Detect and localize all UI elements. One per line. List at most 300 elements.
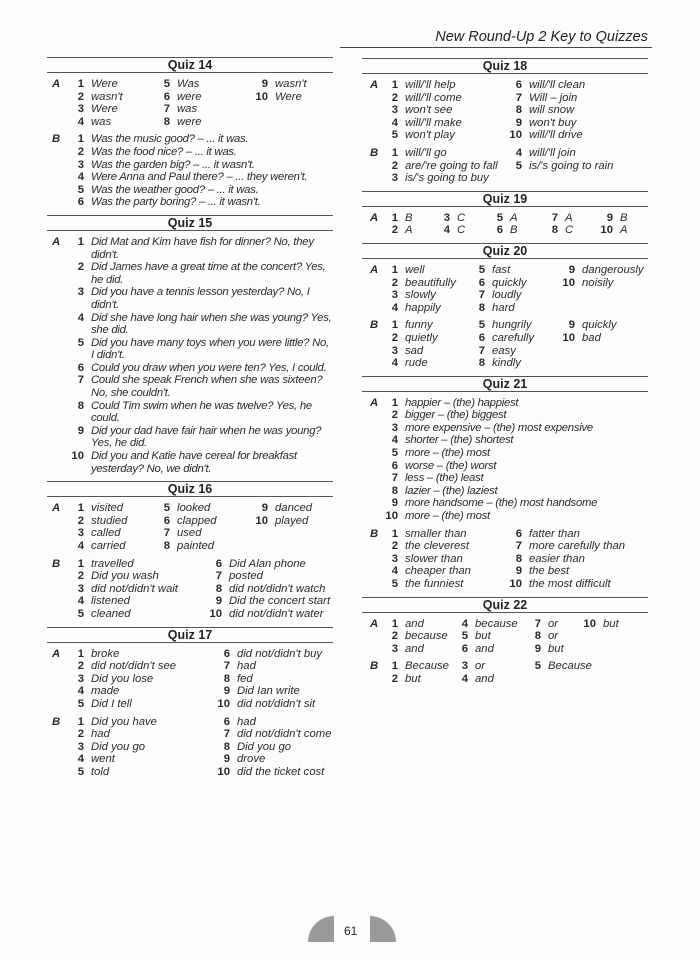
answer-number: 7 bbox=[551, 211, 558, 224]
answer-text: noisily bbox=[582, 276, 614, 289]
answer-number: 4 bbox=[391, 434, 398, 447]
part-letter bbox=[47, 570, 69, 583]
answer-number: 1 bbox=[77, 502, 84, 515]
answer-text: the best bbox=[529, 565, 570, 578]
answer-number: 1 bbox=[77, 557, 84, 570]
answer-text: happily bbox=[405, 301, 441, 314]
part-letter bbox=[362, 302, 386, 315]
quiz-title: Quiz 20 bbox=[362, 243, 648, 259]
answer-part bbox=[362, 618, 648, 656]
answer-number: 6 bbox=[515, 527, 522, 540]
answer-number: 4 bbox=[77, 171, 84, 184]
answer-number: 9 bbox=[568, 263, 575, 276]
answer-row bbox=[362, 79, 648, 92]
answer-row bbox=[362, 277, 648, 290]
answer-text: but bbox=[603, 617, 619, 630]
answer-text: more – (the) most bbox=[405, 510, 490, 523]
answer-text: is/'s going to buy bbox=[405, 172, 489, 185]
answer-number: 6 bbox=[478, 276, 485, 289]
answer-number: 1 bbox=[391, 527, 398, 540]
part-letter: B bbox=[52, 557, 61, 570]
part-letter bbox=[362, 434, 386, 447]
answer-text: did not/didn't sit bbox=[237, 697, 316, 710]
answer-number: 10 bbox=[71, 450, 84, 463]
part-letter bbox=[362, 172, 386, 185]
answer-text: was bbox=[177, 103, 198, 116]
answer-text: did the ticket cost bbox=[237, 765, 325, 778]
answer-row bbox=[47, 146, 333, 159]
quiz-section bbox=[362, 58, 648, 185]
answer-row bbox=[47, 570, 333, 583]
part-letter bbox=[362, 497, 386, 510]
answer-text: travelled bbox=[91, 557, 134, 570]
answer-part bbox=[47, 648, 333, 711]
part-letter bbox=[47, 116, 69, 129]
answer-row bbox=[362, 553, 648, 566]
answer-number: 7 bbox=[223, 660, 230, 673]
answer-row bbox=[47, 286, 333, 311]
part-letter: A bbox=[52, 235, 61, 248]
answer-row bbox=[362, 528, 648, 541]
answer-text: carefully bbox=[492, 331, 535, 344]
part-letter bbox=[362, 289, 386, 302]
answer-text: more carefully than bbox=[529, 540, 626, 553]
answer-number: 5 bbox=[515, 159, 522, 172]
answer-text: and bbox=[475, 672, 494, 685]
answer-row bbox=[47, 648, 333, 661]
answer-text: will/'ll come bbox=[405, 91, 462, 104]
answer-text: slower than bbox=[405, 552, 463, 565]
answer-text: but bbox=[548, 642, 564, 655]
answer-text: A bbox=[620, 224, 628, 237]
quiz-title: Quiz 18 bbox=[362, 58, 648, 74]
answer-text: or bbox=[475, 660, 486, 673]
answer-number: 6 bbox=[391, 459, 398, 472]
answer-number: 2 bbox=[391, 159, 398, 172]
answer-text: danced bbox=[275, 502, 313, 515]
answer-row bbox=[47, 184, 333, 197]
answer-number: 3 bbox=[77, 158, 84, 171]
part-letter bbox=[47, 261, 69, 286]
answer-row bbox=[47, 685, 333, 698]
answer-number: 10 bbox=[562, 276, 575, 289]
answer-row bbox=[47, 698, 333, 711]
part-letter bbox=[362, 447, 386, 460]
answer-row bbox=[47, 527, 333, 540]
answer-row bbox=[47, 673, 333, 686]
quiz-section bbox=[362, 191, 648, 237]
answer-text: Could Tim swim when he was twelve? Yes, he could. bbox=[91, 399, 312, 425]
part-letter bbox=[47, 146, 69, 159]
part-letter bbox=[362, 160, 386, 173]
answer-text: posted bbox=[229, 570, 263, 583]
answer-text: well bbox=[405, 263, 425, 276]
part-letter bbox=[47, 685, 69, 698]
answer-part bbox=[47, 133, 333, 209]
answer-text: more expensive – (the) most expensive bbox=[405, 421, 593, 434]
answer-text: Did you have many toys when you were little? No, I didn't. bbox=[91, 336, 329, 362]
answer-number: 10 bbox=[583, 617, 596, 630]
answer-number: 10 bbox=[255, 514, 268, 527]
answer-row bbox=[47, 171, 333, 184]
quiz-section bbox=[47, 57, 333, 209]
answer-part bbox=[47, 78, 333, 128]
answer-text: were bbox=[177, 115, 202, 128]
answer-row bbox=[362, 212, 648, 225]
answer-number: 9 bbox=[215, 595, 222, 608]
answer-text: Was the garden big? – ... it wasn't. bbox=[91, 158, 255, 171]
answer-number: 2 bbox=[391, 409, 398, 422]
quiz-section bbox=[362, 597, 648, 686]
answer-text: was bbox=[91, 115, 112, 128]
answer-row bbox=[47, 753, 333, 766]
answer-number: 5 bbox=[461, 630, 468, 643]
part-letter bbox=[47, 171, 69, 184]
answer-row bbox=[362, 172, 648, 185]
answer-row bbox=[47, 374, 333, 399]
part-letter bbox=[47, 515, 69, 528]
answer-number: 7 bbox=[534, 617, 541, 630]
answer-number: 10 bbox=[509, 129, 522, 142]
answer-row bbox=[47, 660, 333, 673]
answer-row bbox=[362, 434, 648, 447]
answer-number: 7 bbox=[163, 527, 170, 540]
answer-row bbox=[47, 558, 333, 571]
quiz-title: Quiz 19 bbox=[362, 191, 648, 207]
part-letter: B bbox=[370, 319, 379, 332]
answer-text: hard bbox=[492, 301, 515, 314]
answer-number: 5 bbox=[391, 578, 398, 590]
answer-number: 8 bbox=[223, 740, 230, 753]
answer-number: 1 bbox=[391, 146, 398, 159]
answer-text: called bbox=[91, 527, 121, 540]
answer-number: 7 bbox=[478, 289, 485, 302]
part-letter bbox=[362, 630, 386, 643]
answer-text: Were Anna and Paul there? – ... they weren't. bbox=[91, 171, 308, 184]
answer-text: clapped bbox=[177, 514, 217, 527]
answer-number: 2 bbox=[391, 630, 398, 643]
answer-text: beautifully bbox=[405, 276, 456, 289]
answer-text: Because bbox=[548, 660, 592, 673]
answer-number: 2 bbox=[77, 514, 84, 527]
answer-number: 6 bbox=[515, 79, 522, 91]
part-letter bbox=[47, 753, 69, 766]
answer-text: smaller than bbox=[405, 527, 467, 540]
answer-number: 10 bbox=[255, 90, 268, 103]
answer-text: Did Alan phone bbox=[229, 557, 306, 570]
answer-row bbox=[362, 422, 648, 435]
answer-number: 5 bbox=[77, 697, 84, 710]
answer-number: 8 bbox=[163, 115, 170, 128]
answer-number: 4 bbox=[391, 301, 398, 314]
answer-number: 4 bbox=[391, 565, 398, 578]
answer-text: Did you have a tennis lesson yesterday? No, I didn't. bbox=[91, 286, 310, 311]
answer-number: 2 bbox=[391, 331, 398, 344]
part-letter: A bbox=[370, 396, 379, 409]
answer-text: had bbox=[91, 728, 110, 741]
answer-text: listened bbox=[91, 595, 130, 608]
answer-number: 3 bbox=[391, 421, 398, 434]
quiz-title: Quiz 14 bbox=[47, 57, 333, 73]
part-letter bbox=[47, 425, 69, 450]
answer-number: 5 bbox=[77, 183, 84, 196]
answer-row bbox=[47, 103, 333, 116]
answer-text: the funniest bbox=[405, 578, 464, 590]
answer-text: because bbox=[405, 630, 448, 643]
answer-number: 7 bbox=[515, 540, 522, 553]
part-letter bbox=[47, 362, 69, 375]
answer-number: 3 bbox=[391, 289, 398, 302]
answer-text: will/'ll clean bbox=[529, 79, 586, 91]
answer-row bbox=[362, 264, 648, 277]
answer-row bbox=[362, 409, 648, 422]
answer-text: funny bbox=[405, 319, 433, 332]
answer-text: lazier – (the) laziest bbox=[405, 484, 498, 497]
answer-text: fast bbox=[492, 263, 511, 276]
answer-part bbox=[362, 147, 648, 185]
part-letter bbox=[47, 337, 69, 362]
answer-row bbox=[47, 540, 333, 553]
answer-row bbox=[362, 540, 648, 553]
answer-row bbox=[362, 160, 648, 173]
answer-text: did not/didn't water bbox=[229, 607, 324, 620]
part-letter bbox=[362, 643, 386, 656]
answer-text: but bbox=[475, 630, 491, 643]
answer-text: A bbox=[405, 224, 413, 237]
part-letter: A bbox=[370, 79, 379, 91]
answer-text: Did Mat and Kim have fish for dinner? No, they didn't. bbox=[91, 235, 314, 261]
answer-text: B bbox=[405, 211, 413, 224]
answer-text: Did James have a great time at the concert? Yes, he did. bbox=[91, 261, 326, 286]
answer-text: Did the concert start bbox=[229, 595, 331, 608]
answer-text: wasn't bbox=[275, 78, 307, 90]
answer-number: 7 bbox=[215, 570, 222, 583]
answer-text: Could she speak French when she was sixteen? No, she couldn't. bbox=[91, 374, 323, 400]
answer-number: 4 bbox=[391, 357, 398, 370]
answer-number: 3 bbox=[77, 672, 84, 685]
answer-number: 2 bbox=[77, 570, 84, 583]
answer-number: 2 bbox=[391, 91, 398, 104]
answer-number: 5 bbox=[478, 263, 485, 276]
answer-number: 6 bbox=[77, 361, 84, 374]
answer-text: Did you wash bbox=[91, 570, 159, 583]
answer-text: played bbox=[275, 514, 309, 527]
answer-text: and bbox=[475, 642, 494, 655]
answer-text: rude bbox=[405, 357, 428, 370]
answer-number: 10 bbox=[600, 224, 613, 237]
answer-part bbox=[362, 319, 648, 369]
answer-text: will/'ll help bbox=[405, 79, 456, 91]
answer-number: 5 bbox=[163, 502, 170, 515]
answer-number: 8 bbox=[215, 582, 222, 595]
answer-part bbox=[362, 264, 648, 314]
answer-number: 2 bbox=[77, 261, 84, 274]
answer-number: 9 bbox=[261, 78, 268, 90]
answer-number: 10 bbox=[217, 765, 230, 778]
right-column bbox=[362, 58, 648, 692]
answer-text: Could you draw when you were ten? Yes, I could. bbox=[91, 361, 327, 374]
answer-text: Did your dad have fair hair when he was young? Yes, he did. bbox=[91, 424, 322, 450]
part-letter: A bbox=[52, 502, 61, 515]
answer-number: 9 bbox=[261, 502, 268, 515]
part-letter bbox=[362, 277, 386, 290]
answer-text: Did you have bbox=[91, 715, 157, 728]
answer-row bbox=[47, 450, 333, 475]
part-letter bbox=[47, 286, 69, 311]
part-letter bbox=[47, 583, 69, 596]
quiz-title: Quiz 16 bbox=[47, 481, 333, 497]
answer-text: won't see bbox=[405, 104, 453, 117]
part-letter: B bbox=[52, 715, 61, 728]
answer-number: 3 bbox=[443, 211, 450, 224]
answer-row bbox=[47, 425, 333, 450]
answer-text: C bbox=[457, 211, 466, 224]
answer-row bbox=[47, 595, 333, 608]
part-letter bbox=[362, 92, 386, 105]
answer-part bbox=[362, 79, 648, 142]
part-letter bbox=[47, 312, 69, 337]
answer-text: cheaper than bbox=[405, 565, 471, 578]
answer-text: Did she have long hair when she was young? Yes, she did. bbox=[91, 311, 332, 337]
answer-number: 1 bbox=[391, 319, 398, 332]
answer-text: fatter than bbox=[529, 527, 580, 540]
answer-number: 8 bbox=[163, 540, 170, 552]
answer-row bbox=[362, 129, 648, 142]
answer-number: 4 bbox=[77, 595, 84, 608]
answer-number: 8 bbox=[515, 552, 522, 565]
answer-number: 2 bbox=[77, 728, 84, 741]
answer-number: 7 bbox=[77, 374, 84, 387]
answer-row bbox=[362, 565, 648, 578]
page-tab-left-icon bbox=[308, 916, 334, 942]
answer-number: 3 bbox=[77, 103, 84, 116]
answer-text: Were bbox=[91, 78, 118, 90]
answer-row bbox=[362, 660, 648, 673]
answer-row bbox=[47, 400, 333, 425]
answer-text: fed bbox=[237, 672, 253, 685]
quiz-title: Quiz 15 bbox=[47, 215, 333, 231]
answer-number: 5 bbox=[77, 607, 84, 620]
answer-text: Did I tell bbox=[91, 697, 132, 710]
answer-text: had bbox=[237, 660, 256, 673]
answer-number: 10 bbox=[562, 331, 575, 344]
answer-number: 5 bbox=[77, 765, 84, 778]
answer-number: 9 bbox=[223, 685, 230, 698]
answer-text: Did you lose bbox=[91, 672, 154, 685]
answer-row bbox=[47, 362, 333, 375]
part-letter: B bbox=[52, 133, 61, 146]
part-letter: A bbox=[370, 617, 379, 630]
answer-text: easier than bbox=[529, 552, 585, 565]
answer-text: A bbox=[510, 211, 518, 224]
answer-text: wasn't bbox=[91, 90, 123, 103]
answer-text: did not/didn't watch bbox=[229, 582, 326, 595]
answer-text: Was the party boring? – ... it wasn't. bbox=[91, 196, 261, 209]
quiz-section bbox=[362, 376, 648, 591]
answer-part bbox=[362, 660, 648, 685]
answer-number: 3 bbox=[391, 104, 398, 117]
page-number: 61 bbox=[344, 924, 358, 938]
answer-number: 2 bbox=[391, 224, 398, 237]
answer-row bbox=[362, 447, 648, 460]
answer-text: made bbox=[91, 685, 120, 698]
part-letter bbox=[362, 510, 386, 523]
part-letter bbox=[47, 673, 69, 686]
quiz-section bbox=[47, 215, 333, 475]
answer-number: 8 bbox=[478, 357, 485, 370]
answer-text: bigger – (the) biggest bbox=[405, 409, 507, 422]
answer-row bbox=[47, 312, 333, 337]
answer-number: 4 bbox=[461, 672, 468, 685]
answer-text: A bbox=[565, 211, 573, 224]
answer-text: Were bbox=[91, 103, 118, 116]
answer-number: 6 bbox=[478, 331, 485, 344]
part-letter bbox=[362, 540, 386, 553]
header-rule bbox=[340, 47, 652, 48]
answer-number: 5 bbox=[534, 660, 541, 673]
answer-text: and bbox=[405, 617, 424, 630]
part-letter bbox=[47, 698, 69, 711]
part-letter bbox=[362, 460, 386, 473]
answer-text: told bbox=[91, 765, 110, 778]
answer-number: 4 bbox=[391, 116, 398, 129]
answer-part bbox=[362, 528, 648, 591]
answer-text: had bbox=[237, 715, 256, 728]
answer-row bbox=[362, 319, 648, 332]
answer-text: B bbox=[620, 211, 628, 224]
answer-text: easy bbox=[492, 344, 516, 357]
quiz-section bbox=[47, 481, 333, 620]
part-letter bbox=[362, 673, 386, 686]
answer-text: did not/didn't see bbox=[91, 660, 177, 673]
answer-number: 2 bbox=[77, 90, 84, 103]
answer-number: 3 bbox=[461, 660, 468, 673]
answer-text: went bbox=[91, 753, 115, 766]
answer-row bbox=[362, 630, 648, 643]
part-letter bbox=[47, 741, 69, 754]
part-letter bbox=[47, 608, 69, 621]
part-letter bbox=[47, 159, 69, 172]
page-tab-right-icon bbox=[370, 916, 396, 942]
answer-row bbox=[362, 510, 648, 523]
answer-number: 7 bbox=[163, 103, 170, 116]
answer-number: 6 bbox=[496, 224, 503, 237]
answer-text: Were bbox=[275, 90, 302, 103]
answer-number: 5 bbox=[77, 336, 84, 349]
answer-row bbox=[362, 397, 648, 410]
answer-number: 5 bbox=[478, 319, 485, 332]
answer-text: Because bbox=[405, 660, 449, 673]
answer-text: slowly bbox=[405, 289, 436, 302]
part-letter bbox=[362, 357, 386, 370]
answer-text: will/'ll make bbox=[405, 116, 462, 129]
answer-number: 9 bbox=[391, 497, 398, 510]
part-letter bbox=[47, 527, 69, 540]
answer-number: 6 bbox=[163, 514, 170, 527]
answer-number: 2 bbox=[77, 145, 84, 158]
part-letter: A bbox=[370, 211, 379, 224]
answer-part bbox=[362, 212, 648, 237]
answer-number: 4 bbox=[443, 224, 450, 237]
quiz-title: Quiz 21 bbox=[362, 376, 648, 392]
answer-number: 3 bbox=[391, 552, 398, 565]
answer-number: 4 bbox=[461, 617, 468, 630]
answer-number: 6 bbox=[223, 715, 230, 728]
quiz-section bbox=[47, 627, 333, 779]
quiz-title: Quiz 22 bbox=[362, 597, 648, 613]
answer-text: quietly bbox=[405, 331, 438, 344]
answer-row bbox=[47, 502, 333, 515]
